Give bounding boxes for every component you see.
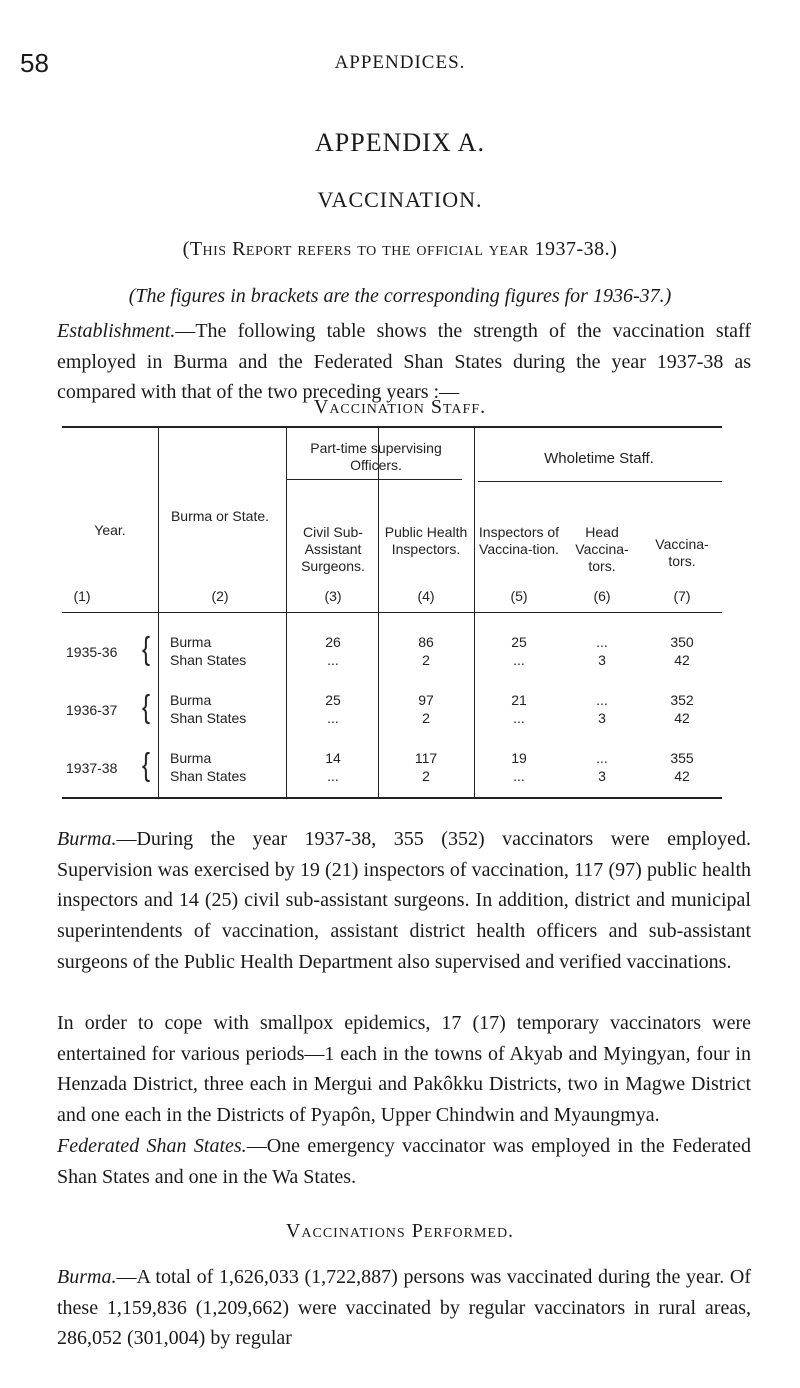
table-cell: ... <box>596 634 608 650</box>
col-num: (5) <box>510 588 528 604</box>
row-burma-label: Burma <box>170 692 212 708</box>
col-num: (6) <box>593 588 611 604</box>
burma-staff-text: —During the year 1937-38, 355 (352) vaccinators were employed. Supervision was exercised by 19 (21) inspectors of vaccination, 117 (97) public health inspectors and 14 (25) civil sub-assistant surgeons. In addition, district and municipal superintendents of vaccination, assistant district health officers and sub-assistant surgeons of the Public Health Department also supervised and verified vaccinations. <box>57 828 751 973</box>
table-cell: 25 <box>325 692 341 708</box>
table-cell: ... <box>327 710 339 726</box>
table-cell: 42 <box>674 652 690 668</box>
table-cell: 117 <box>414 750 438 766</box>
col-num: (2) <box>211 588 229 604</box>
col-inspectors-header: Inspectors of Vaccina-tion. <box>478 524 560 557</box>
table-cell: 352 <box>670 692 694 708</box>
table-cell: 2 <box>422 710 430 726</box>
burma-staff-paragraph <box>57 824 751 978</box>
col-public-health-header: Public Health Inspectors. <box>384 524 468 557</box>
col-state-header: Burma or State. <box>170 508 270 524</box>
table-cell: ... <box>513 710 525 726</box>
table-cell: 3 <box>598 710 606 726</box>
table-cell: ... <box>596 750 608 766</box>
table-cell: ... <box>513 768 525 784</box>
table-cell: 355 <box>670 750 694 766</box>
row-brace: { <box>142 631 151 668</box>
federated-lead: Federated Shan States. <box>57 1135 247 1157</box>
table-cell: 350 <box>670 634 694 650</box>
col-num: (1) <box>73 588 91 604</box>
performed-lead: Burma. <box>57 1266 117 1288</box>
table-cell: 86 <box>418 634 434 650</box>
table-title: Vaccination Staff. <box>313 396 487 418</box>
table-cell: 42 <box>674 710 690 726</box>
row-burma-label: Burma <box>170 750 212 766</box>
vaccination-staff-table <box>62 426 722 799</box>
row-shan-label: Shan States <box>170 710 247 726</box>
table-cell: 21 <box>511 692 527 708</box>
table-cell: 97 <box>418 692 434 708</box>
col-num: (3) <box>324 588 342 604</box>
col-year-header: Year. <box>94 522 126 538</box>
row-shan-label: Shan States <box>170 768 247 784</box>
row-shan-label: Shan States <box>170 652 247 668</box>
col-civil-sub-assistant-header: Civil Sub-Assistant Surgeons. <box>301 524 365 574</box>
table-cell: ... <box>596 692 608 708</box>
smallpox-paragraph <box>57 1008 751 1131</box>
brackets-note: (The figures in brackets are the corresponding figures for 1936-37.) <box>128 285 672 307</box>
page-header <box>0 48 800 78</box>
table-cell: 2 <box>422 768 430 784</box>
col-num: (7) <box>673 588 691 604</box>
wholetime-header: Wholetime Staff. <box>544 450 654 467</box>
smallpox-text: In order to cope with smallpox epidemics, 17 (17) temporary vaccinators were entertained for various periods—1 each in the towns of Akyab and Myingyan, four in Henzada District, three each in Mergui and Pakôkku Districts, two in Magwe District and one each in the Districts of Pyapôn, Upper Chindwin and Myaungmya. <box>57 1012 751 1127</box>
establishment-text: —The following table shows the strength of the vaccination staff employed in Burma and the Federated Shan States during the year 1937-38 as compared with that of the two preceding years :— <box>57 320 751 404</box>
federated-text: —One emergency vaccinator was employed in the Federated Shan States and one in the Wa States. <box>57 1135 751 1188</box>
row-year: 1935-36 <box>66 644 118 660</box>
federated-paragraph <box>57 1131 751 1192</box>
table-cell: 3 <box>598 768 606 784</box>
page-number: 58 <box>20 48 49 78</box>
appendix-heading: APPENDIX A. <box>315 128 485 157</box>
row-year: 1936-37 <box>66 702 118 718</box>
performed-paragraph <box>57 1262 751 1354</box>
col-num: (4) <box>417 588 435 604</box>
table-cell: ... <box>513 652 525 668</box>
row-year: 1937-38 <box>66 760 118 776</box>
report-period-note: (This Report refers to the official year 1937-38.) <box>182 238 618 260</box>
row-brace: { <box>142 689 151 726</box>
row-burma-label: Burma <box>170 634 212 650</box>
table-cell: 19 <box>511 750 527 766</box>
table-cell: ... <box>327 768 339 784</box>
establishment-paragraph <box>57 316 751 408</box>
table-cell: 3 <box>598 652 606 668</box>
table-cell: ... <box>327 652 339 668</box>
performed-heading: Vaccinations Performed. <box>285 1220 515 1242</box>
table-cell: 25 <box>511 634 527 650</box>
burma-staff-lead: Burma. <box>57 828 117 850</box>
part-time-header: Part-time supervising Officers. <box>310 440 442 473</box>
table-cell: 14 <box>325 750 341 766</box>
table-cell: 26 <box>325 634 341 650</box>
col-vaccinators-header: Vaccina-tors. <box>655 536 709 569</box>
section-title: VACCINATION. <box>317 187 483 212</box>
table-cell: 2 <box>422 652 430 668</box>
col-head-vaccinators-header: Head Vaccina-tors. <box>575 524 629 574</box>
table-cell: 42 <box>674 768 690 784</box>
row-brace: { <box>142 747 151 784</box>
establishment-lead: Establishment. <box>57 320 176 342</box>
performed-text: —A total of 1,626,033 (1,722,887) persons was vaccinated during the year. Of these 1,159,836 (1,209,662) were vaccinated by regular vaccinators in rural areas, 286,052 (301,004) by regular <box>57 1266 751 1350</box>
running-head: APPENDICES. <box>334 52 466 73</box>
